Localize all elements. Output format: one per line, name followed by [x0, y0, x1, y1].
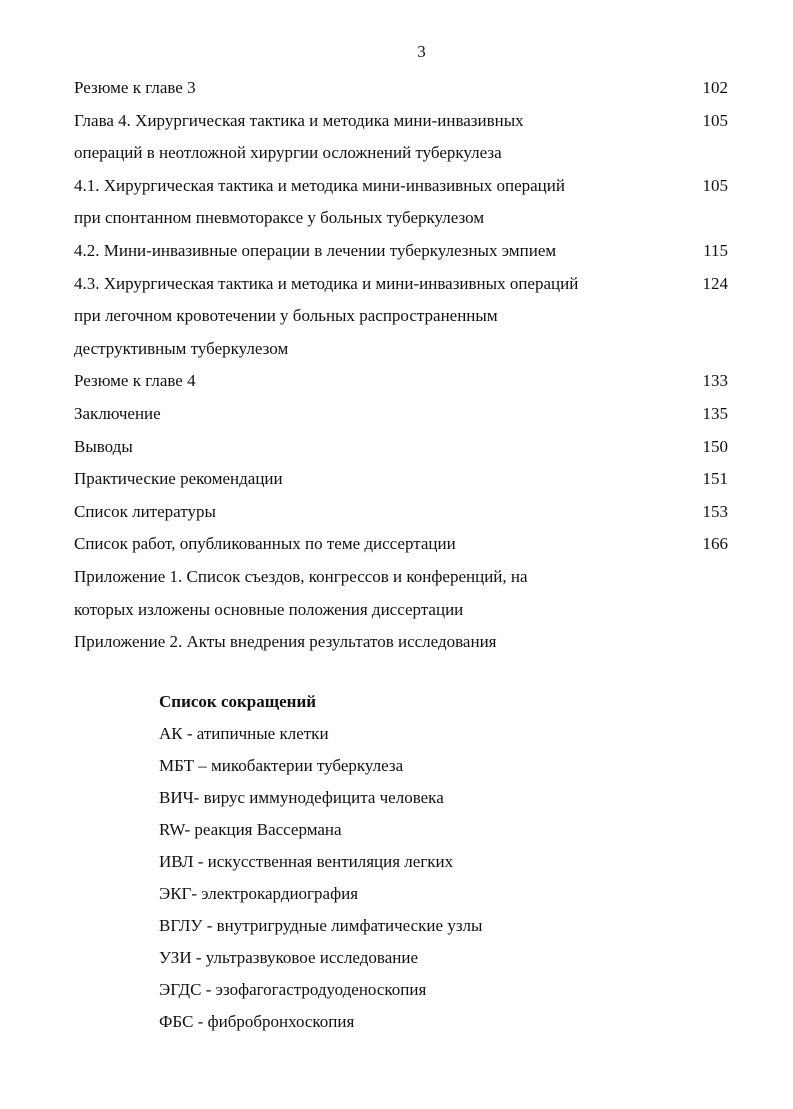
table-of-contents: [74, 72, 728, 659]
toc-entry-page: 124: [702, 273, 728, 293]
toc-entry-title: 4.2. Мини-инвазивные операции в лечении туберкулезных эмпием: [74, 240, 557, 260]
abbreviation-item: ЭГДС - эзофагогастродуоденоскопия: [159, 980, 427, 999]
toc-entry-page: 150: [702, 436, 728, 456]
toc-entry-title: Список работ, опубликованных по теме диссертации: [74, 534, 456, 554]
toc-entry-title: 4.3. Хирургическая тактика и методика и мини-инвазивных операций при легочном кровотечении у больных распространенным деструктивным туберкулезом: [74, 273, 579, 358]
toc-entry-page: 153: [702, 501, 728, 521]
toc-entry-title: Резюме к главе 3: [74, 78, 196, 97]
abbreviation-item: ВИЧ- вирус иммунодефицита человека: [159, 788, 444, 807]
toc-entry: [74, 398, 728, 431]
toc-entry: [74, 170, 728, 235]
toc-entry-page: 105: [702, 175, 728, 195]
toc-entry: [74, 235, 728, 268]
toc-entry-page: 133: [702, 371, 728, 391]
toc-entry-title: 4.1. Хирургическая тактика и методика мини-инвазивных операций при спонтанном пневмотораксе у больных туберкулезом: [74, 175, 565, 228]
toc-entry-page: 115: [703, 240, 728, 260]
abbreviation-item: ИВЛ - искусственная вентиляция легких: [159, 852, 454, 871]
toc-entry-title: Список литературы: [74, 501, 216, 521]
abbreviation-item: ВГЛУ - внутригрудные лимфатические узлы: [159, 916, 483, 935]
toc-entry-page: 105: [702, 110, 728, 130]
toc-entry-title: Практические рекомендации: [74, 469, 283, 489]
abbreviation-item: RW- реакция Вассермана: [159, 820, 342, 839]
abbreviation-item: АК - атипичные клетки: [159, 724, 329, 743]
toc-entry-title: Приложение 1. Список съездов, конгрессов и конференций, на которых изложены основные положения диссертации: [74, 566, 528, 619]
abbreviation-item: УЗИ - ультразвуковое исследование: [159, 948, 418, 967]
abbreviations-section: [159, 686, 719, 1038]
toc-entry: [74, 72, 728, 105]
toc-entry: [74, 268, 728, 366]
toc-entry-title: Резюме к главе 4: [74, 371, 196, 391]
toc-entry: [74, 105, 728, 170]
toc-entry-title: Глава 4. Хирургическая тактика и методика мини-инвазивных операций в неотложной хирургии осложнений туберкулеза: [74, 110, 524, 163]
abbreviation-item: МБТ – микобактерии туберкулеза: [159, 756, 404, 775]
toc-entry-page: 135: [702, 403, 728, 423]
abbreviations-title: Список сокращений: [159, 692, 317, 711]
abbreviation-item: ФБС - фибробронхоскопия: [159, 1012, 355, 1031]
toc-entry: [74, 561, 728, 626]
toc-entry-title: Заключение: [74, 403, 161, 423]
toc-entry: [74, 365, 728, 398]
toc-entry: [74, 496, 728, 529]
toc-entry-title: Выводы: [74, 436, 133, 456]
toc-entry: [74, 528, 728, 561]
toc-entry-page: 166: [702, 534, 728, 554]
abbreviation-item: ЭКГ- электрокардиография: [159, 884, 359, 903]
toc-entry: [74, 463, 728, 496]
toc-entry: [74, 431, 728, 464]
toc-entry-page: 102: [702, 78, 728, 97]
page-number: 3: [417, 42, 426, 61]
toc-entry-title: Приложение 2. Акты внедрения результатов исследования: [74, 632, 497, 652]
toc-entry-page: 151: [702, 469, 728, 489]
toc-entry: [74, 626, 728, 659]
